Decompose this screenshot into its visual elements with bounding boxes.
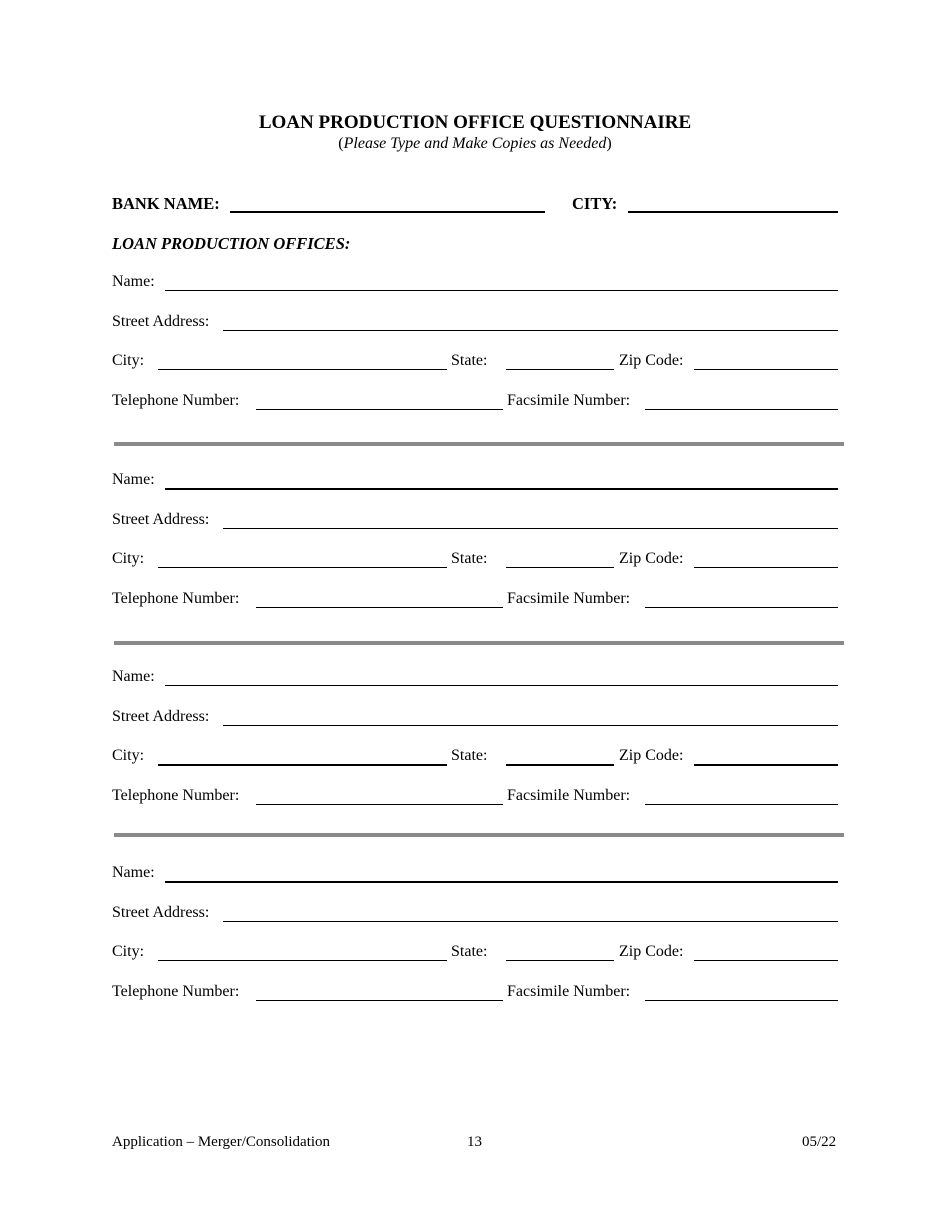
bank-name-field[interactable] xyxy=(230,211,545,213)
office-zip-label: Zip Code: xyxy=(619,747,684,764)
office-facsimile-field[interactable] xyxy=(645,607,838,608)
office-city-field[interactable] xyxy=(158,960,447,961)
office-name-label: Name: xyxy=(112,864,155,881)
office-street-label: Street Address: xyxy=(112,904,210,921)
office-zip-field[interactable] xyxy=(694,764,838,766)
office-state-label: State: xyxy=(451,943,488,960)
office-city-field[interactable] xyxy=(158,764,447,766)
office-telephone-field[interactable] xyxy=(256,607,503,608)
office-facsimile-label: Facsimile Number: xyxy=(507,590,631,607)
office-telephone-label: Telephone Number: xyxy=(112,392,240,409)
office-state-field[interactable] xyxy=(506,960,614,961)
section-separator xyxy=(114,833,844,837)
bank-name-label: BANK NAME: xyxy=(112,194,220,213)
office-state-field[interactable] xyxy=(506,369,614,370)
office-city-label: City: xyxy=(112,352,145,369)
office-facsimile-label: Facsimile Number: xyxy=(507,983,631,1000)
subtitle-open-paren: ( xyxy=(338,135,344,152)
office-name-label: Name: xyxy=(112,668,155,685)
page-title: LOAN PRODUCTION OFFICE QUESTIONNAIRE xyxy=(258,112,692,133)
office-zip-label: Zip Code: xyxy=(619,550,684,567)
office-facsimile-field[interactable] xyxy=(645,409,838,410)
office-street-label: Street Address: xyxy=(112,313,210,330)
office-zip-field[interactable] xyxy=(694,567,838,568)
office-street-field[interactable] xyxy=(223,725,838,726)
section-separator xyxy=(114,641,844,645)
subtitle-close-paren: ) xyxy=(606,135,612,152)
office-zip-field[interactable] xyxy=(694,960,838,961)
office-name-label: Name: xyxy=(112,273,155,290)
office-street-field[interactable] xyxy=(223,921,838,922)
office-telephone-field[interactable] xyxy=(256,409,503,410)
office-city-label: City: xyxy=(112,747,145,764)
office-facsimile-field[interactable] xyxy=(645,804,838,805)
office-street-field[interactable] xyxy=(223,528,838,529)
office-name-field[interactable] xyxy=(165,290,838,291)
office-state-field[interactable] xyxy=(506,764,614,766)
page-subtitle xyxy=(0,135,950,153)
office-name-field[interactable] xyxy=(165,488,838,490)
office-zip-label: Zip Code: xyxy=(619,352,684,369)
office-telephone-label: Telephone Number: xyxy=(112,590,240,607)
bank-city-label: CITY: xyxy=(572,194,618,213)
footer-date: 05/22 xyxy=(802,1134,837,1150)
office-telephone-label: Telephone Number: xyxy=(112,983,240,1000)
office-city-field[interactable] xyxy=(158,369,447,370)
office-name-label: Name: xyxy=(112,471,155,488)
office-facsimile-field[interactable] xyxy=(645,1000,838,1001)
office-name-field[interactable] xyxy=(165,881,838,883)
bank-city-field[interactable] xyxy=(628,211,838,213)
office-city-label: City: xyxy=(112,943,145,960)
office-city-label: City: xyxy=(112,550,145,567)
office-street-label: Street Address: xyxy=(112,511,210,528)
section-heading: LOAN PRODUCTION OFFICES: xyxy=(112,234,351,253)
section-separator xyxy=(114,442,844,446)
office-zip-field[interactable] xyxy=(694,369,838,370)
footer-document-name: Application – Merger/Consolidation xyxy=(112,1134,331,1150)
office-street-field[interactable] xyxy=(223,330,838,331)
office-state-label: State: xyxy=(451,550,488,567)
office-facsimile-label: Facsimile Number: xyxy=(507,392,631,409)
office-telephone-field[interactable] xyxy=(256,804,503,805)
footer-page-number: 13 xyxy=(467,1134,482,1150)
office-state-label: State: xyxy=(451,747,488,764)
office-zip-label: Zip Code: xyxy=(619,943,684,960)
office-telephone-label: Telephone Number: xyxy=(112,787,240,804)
office-facsimile-label: Facsimile Number: xyxy=(507,787,631,804)
office-state-field[interactable] xyxy=(506,567,614,568)
office-street-label: Street Address: xyxy=(112,708,210,725)
office-telephone-field[interactable] xyxy=(256,1000,503,1001)
office-name-field[interactable] xyxy=(165,685,838,686)
office-city-field[interactable] xyxy=(158,567,447,568)
subtitle-text: Please Type and Make Copies as Needed xyxy=(343,135,607,152)
office-state-label: State: xyxy=(451,352,488,369)
